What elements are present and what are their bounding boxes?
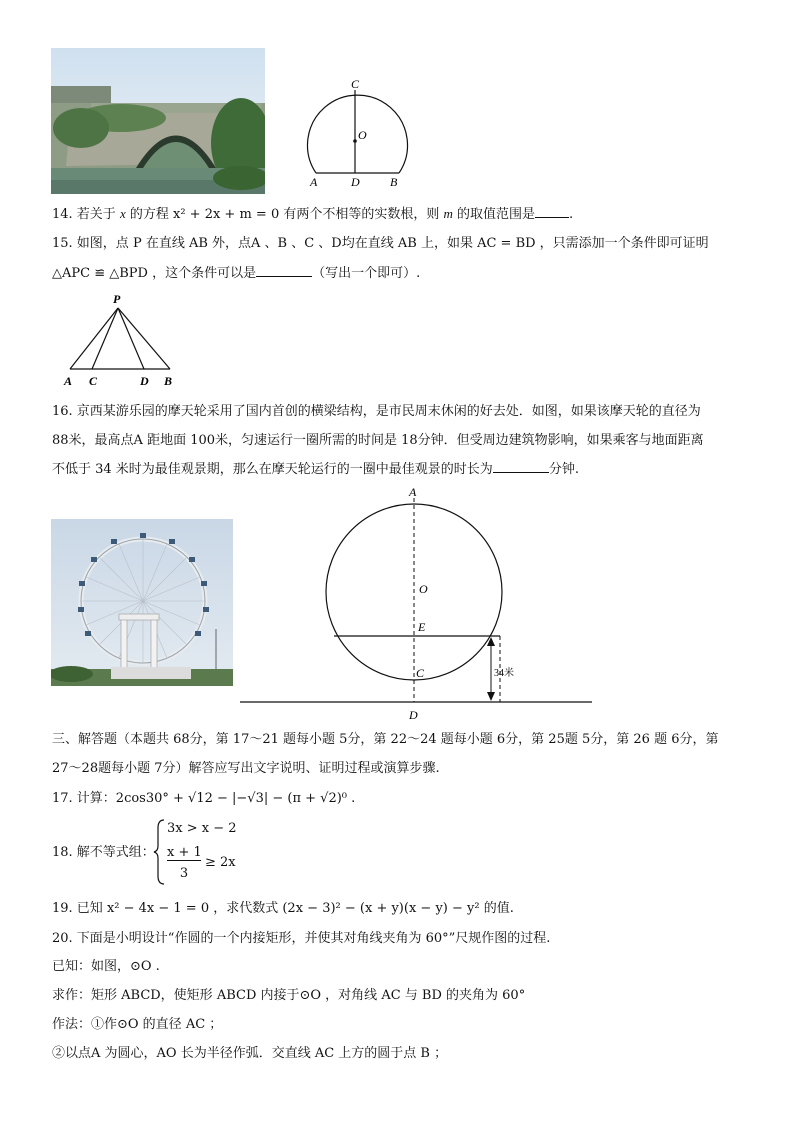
label-b: B bbox=[390, 175, 398, 189]
question-20-line3: 求作：矩形 ABCD，使矩形 ABCD 内接于⊙O ，对角线 AC 与 BD 的夹角为 60° bbox=[52, 988, 526, 1003]
label-p: P bbox=[113, 292, 121, 306]
question-18-label: 18. 解不等式组： bbox=[52, 845, 155, 860]
segment-pb bbox=[118, 308, 170, 369]
brace-icon bbox=[152, 818, 166, 886]
answer-blank-14[interactable] bbox=[535, 205, 569, 218]
label-e: E bbox=[418, 620, 426, 634]
segment-pd bbox=[118, 308, 144, 369]
inequality-2-denominator: 3 bbox=[179, 866, 189, 881]
question-20-line5: ②以点A 为圆心，AO 长为半径作弧．交直线 AC 上方的圆于点 B ； bbox=[52, 1046, 448, 1061]
question-15-line1: 15. 如图，点 P 在直线 AB 外，点A 、B 、C 、D均在直线 AB 上，如果 AC = BD ，只需添加一个条件即可证明 bbox=[52, 236, 709, 251]
center-point bbox=[353, 139, 357, 143]
answer-blank-15[interactable] bbox=[256, 264, 312, 277]
question-19: 19. 已知 x² − 4x − 1 = 0 ，求代数式 (2x − 3)² − (x + y)(x − y) − y² 的值. bbox=[52, 901, 514, 916]
question-16-line3: 不低于 34 米时为最佳观景期，那么在摩天轮运行的一圈中最佳观景的时长为 分钟. bbox=[52, 462, 579, 477]
wheel-diagram bbox=[238, 484, 596, 724]
bridge-photo bbox=[51, 48, 265, 194]
label-o: O bbox=[419, 582, 428, 596]
segment-pc bbox=[92, 308, 118, 369]
inequality-2-rhs: ≥ 2x bbox=[205, 855, 236, 870]
arch-diagram bbox=[300, 76, 415, 192]
question-20-line1: 20. 下面是小明设计“作圆的一个内接矩形，并使其对角线夹角为 60°”尺规作图的过程. bbox=[52, 931, 551, 946]
section-3-line1: 三、解答题（本题共 68分，第 17～21 题每小题 5分，第 22～24 题每小题 6分，第 25题 5分，第 26 题 6分，第 bbox=[52, 732, 719, 747]
question-17: 17. 计算：2cos30° + √12 − |−√3| − (π + √2)⁰ . bbox=[52, 791, 356, 806]
label-c: C bbox=[89, 374, 98, 388]
label-c: C bbox=[351, 77, 360, 91]
ferris-wheel-art bbox=[51, 519, 233, 686]
label-d: D bbox=[140, 374, 149, 388]
section-3-line2: 27～28题每小题 7分）解答应写出文字说明、证明过程或演算步骤. bbox=[52, 761, 440, 776]
inequality-1: 3x > x − 2 bbox=[167, 821, 237, 836]
label-height: 34米 bbox=[494, 668, 514, 679]
label-a: A bbox=[409, 485, 417, 499]
label-d: D bbox=[409, 708, 418, 722]
label-a: A bbox=[64, 374, 73, 388]
bridge-photo-art bbox=[51, 48, 265, 194]
arrow-down-icon bbox=[487, 692, 495, 701]
label-o: O bbox=[358, 128, 367, 142]
segment-pa bbox=[70, 308, 118, 369]
ferris-wheel-photo bbox=[51, 519, 233, 686]
inequality-2-numerator: x + 1 bbox=[167, 845, 202, 860]
label-b: B bbox=[164, 374, 173, 388]
label-c: C bbox=[416, 666, 425, 680]
question-16-line1: 16. 京西某游乐园的摩天轮采用了国内首创的横梁结构，是市民周末休闲的好去处．如图，如果该摩天轮的直径为 bbox=[52, 404, 701, 419]
triangle-diagram bbox=[62, 292, 180, 390]
question-20-line2: 已知：如图，⊙O . bbox=[52, 959, 160, 974]
answer-blank-16[interactable] bbox=[493, 460, 549, 473]
label-d: D bbox=[351, 175, 360, 189]
question-14: 14. 若关于 x 的方程 x² + 2x + m = 0 有两个不相等的实数根，则 m 的取值范围是 . bbox=[52, 206, 574, 222]
question-15-line2: △APC ≌ △BPD ，这个条件可以是 （写出一个即可）. bbox=[52, 266, 421, 281]
question-16-line2: 88米，最高点A 距地面 100米，匀速运行一圈所需的时间是 18分钟．但受周边建筑物影响，如果乘客与地面距离 bbox=[52, 433, 704, 448]
label-a: A bbox=[310, 175, 318, 189]
question-20-line4: 作法：①作⊙O 的直径 AC ； bbox=[52, 1017, 223, 1032]
